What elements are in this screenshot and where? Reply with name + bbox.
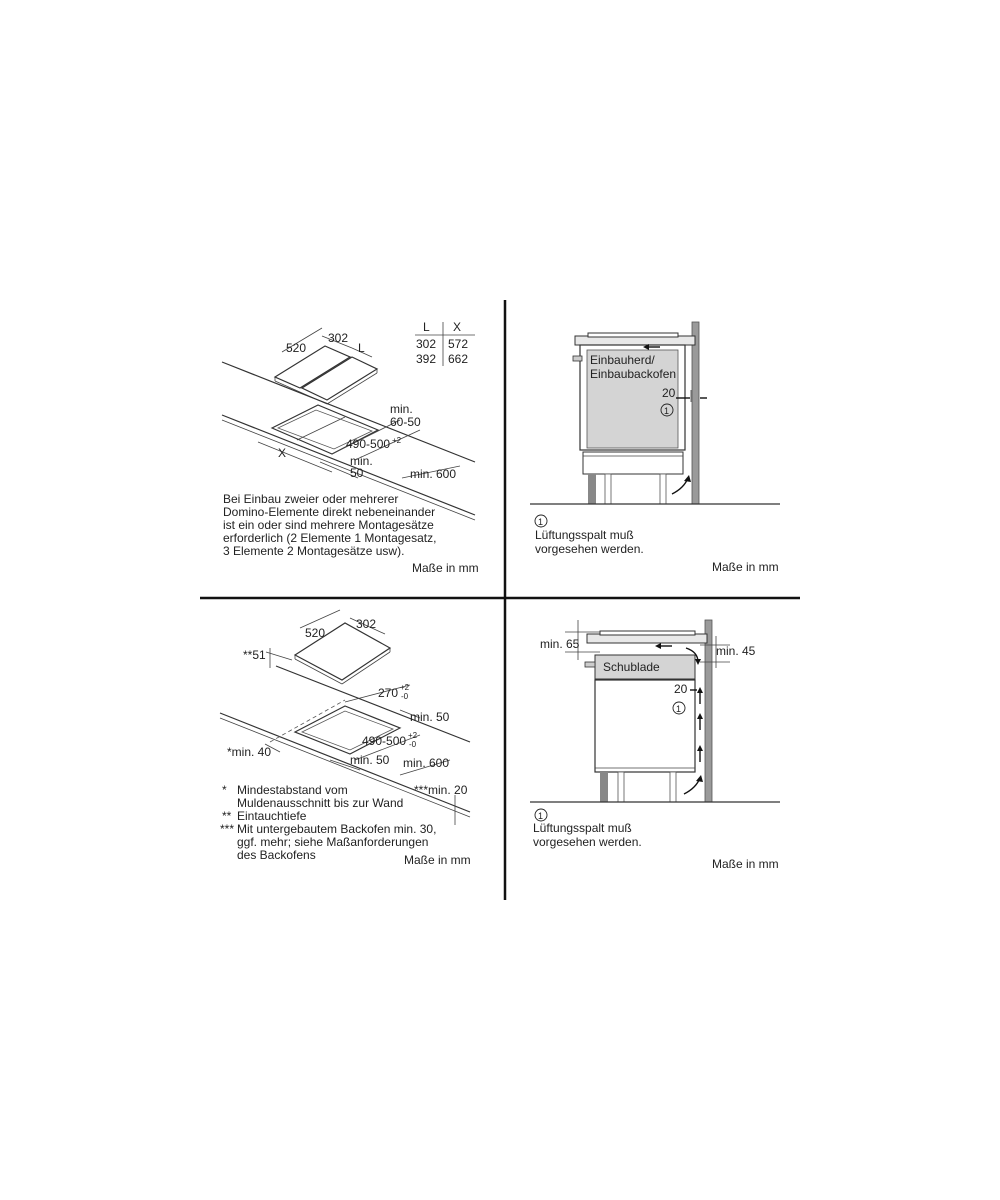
- note-3-line-3: des Backofens: [237, 848, 316, 862]
- note-line-2: Domino-Elemente direkt nebeneinander: [223, 505, 436, 519]
- note-3-line-2: ggf. mehr; siehe Maßanforderungen: [237, 835, 429, 849]
- dim-490-500: 490-500: [362, 734, 407, 748]
- dim-min50-a: min.: [350, 454, 373, 468]
- note-mark-1: *: [222, 783, 227, 797]
- svg-text:1: 1: [538, 811, 544, 821]
- note-line-4: erforderlich (2 Elemente 1 Montagesatz,: [223, 531, 437, 545]
- note-mark-2: **: [222, 809, 232, 823]
- units-label: Maße in mm: [712, 857, 779, 871]
- units-label: Maße in mm: [712, 560, 779, 574]
- quadrant-bottom-right: [530, 620, 780, 871]
- legend-line-1: Lüftungsspalt muß: [535, 528, 634, 542]
- svg-text:1: 1: [676, 704, 682, 714]
- table-row1-x: 572: [448, 337, 469, 351]
- appliance-label-line2: Einbaubackofen: [590, 367, 677, 381]
- table-head-l: L: [423, 320, 430, 334]
- dim-20: 20: [674, 682, 688, 696]
- dim-min50: min. 50: [350, 753, 390, 767]
- dim-min40: *min. 40: [227, 745, 272, 759]
- legend-line-1: Lüftungsspalt muß: [533, 821, 632, 835]
- note-line-1: Bei Einbau zweier oder mehrerer: [223, 492, 399, 506]
- dimension-table: [415, 320, 475, 366]
- dim-l: L: [358, 341, 365, 355]
- table-head-x: X: [453, 320, 462, 334]
- dim-min600: min. 600: [403, 756, 450, 770]
- note-1-line-1: Mindestabstand vom: [237, 783, 348, 797]
- svg-text:1: 1: [538, 517, 544, 527]
- dim-min50-right: min. 50: [410, 710, 450, 724]
- dim-min20: ***min. 20: [414, 783, 468, 797]
- quadrant-bottom-left: [220, 610, 471, 867]
- dim-min45: min. 45: [716, 644, 756, 658]
- dim-490-500: 490-500: [346, 437, 391, 451]
- dim-20: 20: [662, 386, 676, 400]
- note-3-line-1: Mit untergebautem Backofen min. 30,: [237, 822, 437, 836]
- legend-line-2: vorgesehen werden.: [533, 835, 642, 849]
- dim-51: **51: [243, 648, 266, 662]
- dim-490-sup: +2: [392, 436, 402, 445]
- drawer-label: Schublade: [603, 660, 660, 674]
- dim-302: 302: [356, 617, 377, 631]
- legend-callout: [535, 515, 547, 527]
- legend-callout: [535, 809, 547, 821]
- svg-text:1: 1: [664, 406, 670, 416]
- dim-270: 270: [378, 686, 399, 700]
- quadrant-top-left: [222, 320, 479, 575]
- dim-302: 302: [328, 331, 349, 345]
- dim-490-sub: -0: [409, 740, 417, 749]
- table-row2-l: 392: [416, 352, 437, 366]
- dim-520: 520: [286, 341, 307, 355]
- dim-min600: min. 600: [410, 467, 457, 481]
- dim-270-sub: -0: [401, 692, 409, 701]
- note-line-3: ist ein oder sind mehrere Montagesätze: [223, 518, 434, 532]
- appliance-label-line1: Einbauherd/: [590, 353, 655, 367]
- note-1-line-2: Muldenausschnitt bis zur Wand: [237, 796, 404, 810]
- dim-min-label: min.: [390, 402, 413, 416]
- table-row2-x: 662: [448, 352, 469, 366]
- dim-270-sup: +2: [400, 683, 410, 692]
- dim-min50-b: 50: [350, 466, 364, 480]
- units-label: Maße in mm: [404, 853, 471, 867]
- quadrant-top-right: [530, 322, 780, 574]
- note-2-line-1: Eintauchtiefe: [237, 809, 307, 823]
- note-mark-3: ***: [220, 822, 235, 836]
- dim-x: X: [278, 446, 287, 460]
- dim-490-sup: +2: [408, 731, 418, 740]
- note-line-5: 3 Elemente 2 Montagesätze usw).: [223, 544, 405, 558]
- dim-60-50: 60-50: [390, 415, 421, 429]
- legend-line-2: vorgesehen werden.: [535, 542, 644, 556]
- dim-520: 520: [305, 626, 326, 640]
- table-row1-l: 302: [416, 337, 437, 351]
- dim-min65: min. 65: [540, 637, 580, 651]
- units-label: Maße in mm: [412, 561, 479, 575]
